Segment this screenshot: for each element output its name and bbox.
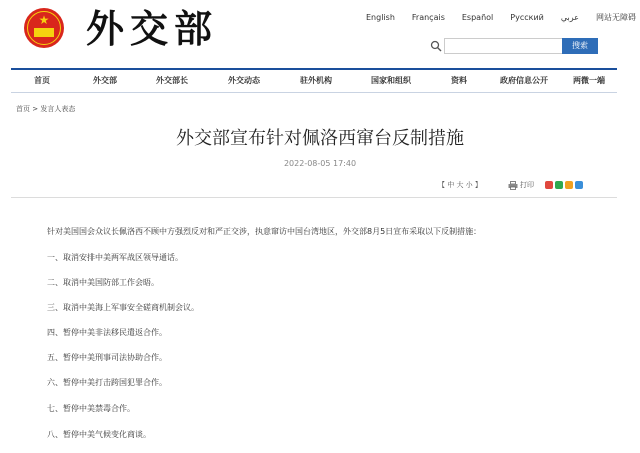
nav-item-ministry[interactable]: 外交部 xyxy=(93,76,117,85)
nav-item-weibo-wechat[interactable]: 两微一端 xyxy=(573,76,605,85)
nav-item-home[interactable]: 首页 xyxy=(34,76,50,85)
font-size-selector[interactable]: 【 中 大 小 】 xyxy=(438,181,482,189)
article-paragraph: 一、取消安排中美两军战区领导通话。 xyxy=(47,253,183,262)
breadcrumb-home[interactable]: 首页 xyxy=(16,105,30,113)
nav-item-missions-abroad[interactable]: 驻外机构 xyxy=(300,76,332,85)
breadcrumb-separator: > xyxy=(32,105,39,113)
language-switcher xyxy=(366,12,640,23)
nav-item-countries[interactable]: 国家和组织 xyxy=(371,76,411,85)
lang-french[interactable]: Français xyxy=(411,13,445,22)
lang-arabic[interactable]: عربي xyxy=(560,13,579,22)
breadcrumb xyxy=(16,104,75,114)
article-paragraph: 五、暂停中美刑事司法协助合作。 xyxy=(47,353,167,362)
emblem-stars: ★ xyxy=(38,13,50,27)
emblem-gate xyxy=(34,28,54,37)
content-divider xyxy=(11,197,617,198)
share-qzone-icon[interactable] xyxy=(565,181,573,189)
lang-russian[interactable]: Русский xyxy=(510,13,544,22)
article-paragraph: 二、取消中美国防部工作会晤。 xyxy=(47,278,159,287)
nav-item-gov-info[interactable]: 政府信息公开 xyxy=(500,76,548,85)
national-emblem-icon[interactable] xyxy=(24,8,64,48)
article-paragraph: 三、取消中美海上军事安全磋商机制会议。 xyxy=(47,303,199,312)
nav-item-diplomatic-news[interactable]: 外交动态 xyxy=(228,76,260,85)
nav-item-resources[interactable]: 资料 xyxy=(451,76,467,85)
search-input[interactable] xyxy=(444,38,566,54)
nav-item-minister[interactable]: 外交部长 xyxy=(156,76,188,85)
site-logo-calligraphy[interactable]: 外交部 xyxy=(86,6,219,51)
accessibility-link[interactable]: 网站无障碍 xyxy=(595,13,636,22)
print-label[interactable]: 打印 xyxy=(520,181,534,189)
article-paragraph: 六、暂停中美打击跨国犯罪合作。 xyxy=(47,378,167,387)
share-wechat-icon[interactable] xyxy=(555,181,563,189)
lang-english[interactable]: English xyxy=(366,13,395,22)
article-paragraph: 七、暂停中美禁毒合作。 xyxy=(47,404,135,413)
print-icon[interactable] xyxy=(508,181,518,190)
breadcrumb-current[interactable]: 发言人表态 xyxy=(40,105,76,113)
search-icon xyxy=(430,40,442,52)
share-more-icon[interactable] xyxy=(575,181,583,189)
search-button[interactable]: 搜索 xyxy=(562,38,598,54)
page-title: 外交部宣布针对佩洛西窜台反制措施 xyxy=(176,128,464,149)
article-paragraph: 八、暂停中美气候变化商谈。 xyxy=(47,430,151,439)
share-weibo-icon[interactable] xyxy=(545,181,553,189)
article-tools xyxy=(0,180,640,194)
lang-spanish[interactable]: Español xyxy=(461,13,494,22)
main-nav xyxy=(11,68,617,93)
article-paragraph-intro: 针对美国国会众议长佩洛西不顾中方强烈反对和严正交涉，执意窜访中国台湾地区，外交部8月5日宣布采取以下反制措施： xyxy=(47,227,482,236)
article-paragraph: 四、暂停中美非法移民遣返合作。 xyxy=(47,328,167,337)
publish-date: 2022-08-05 17:40 xyxy=(283,159,357,168)
